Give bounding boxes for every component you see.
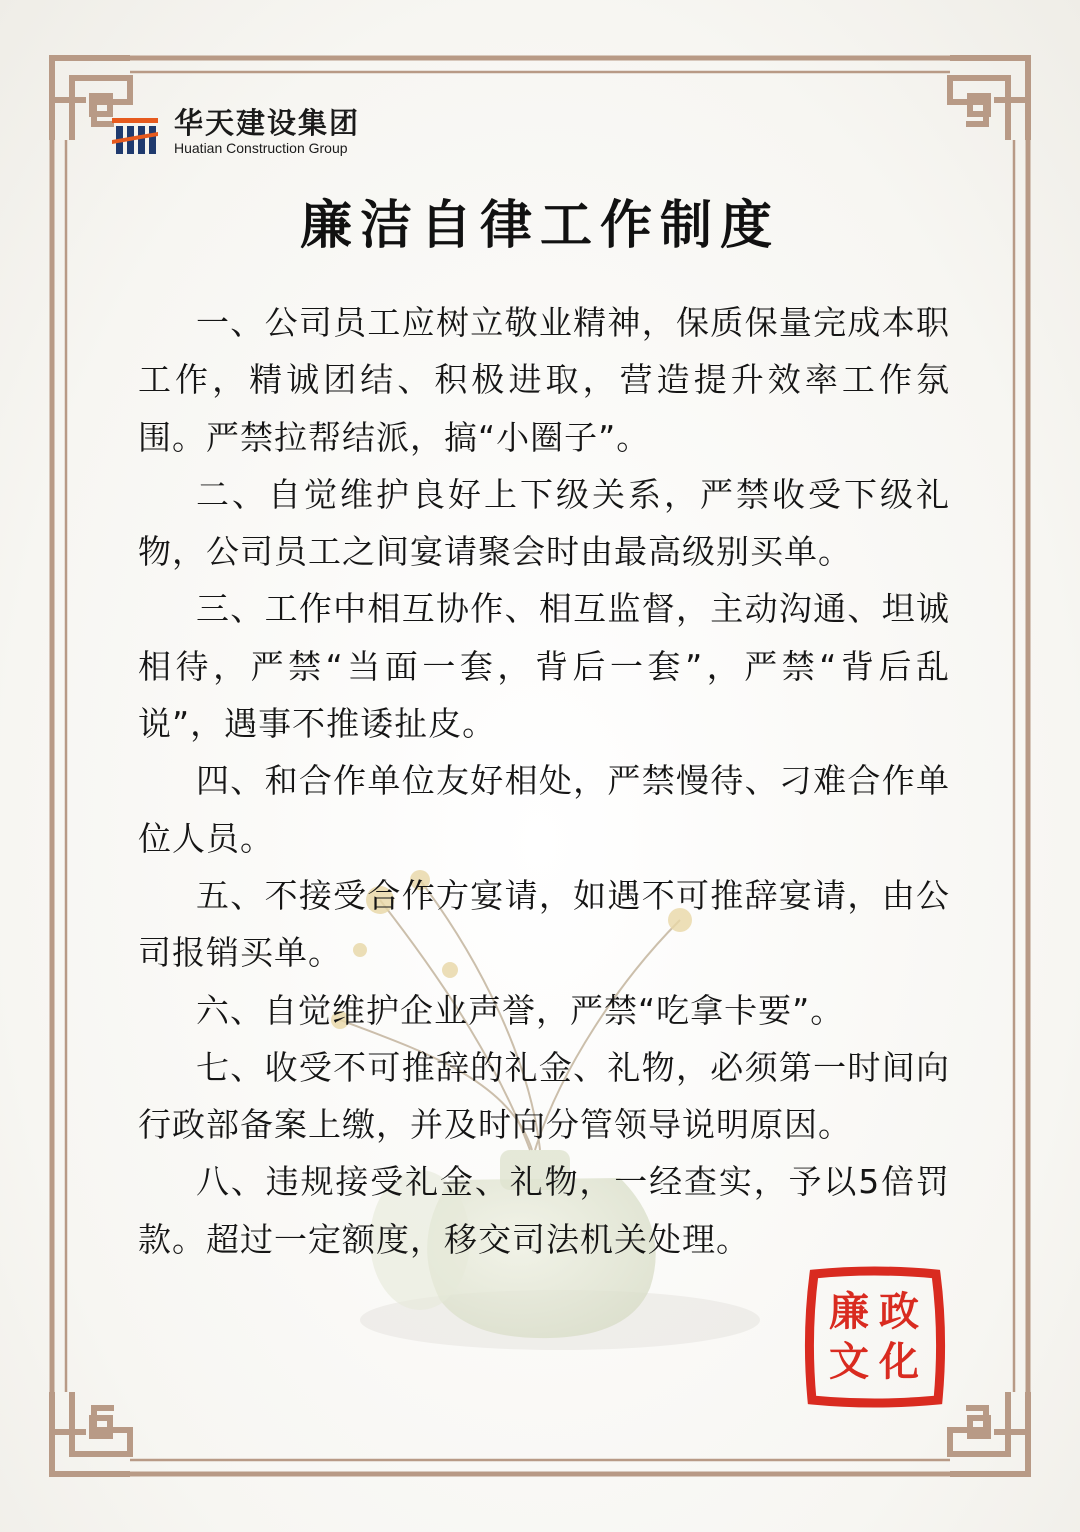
seal-char: 化 bbox=[879, 1339, 919, 1385]
brand-name-english: Huatian Construction Group bbox=[174, 140, 348, 156]
company-logo-mark-icon bbox=[112, 110, 158, 156]
rule-item: 七、收受不可推辞的礼金、礼物，必须第一时间向行政部备案上缴，并及时向分管领导说明原因。 bbox=[138, 1047, 950, 1145]
brand-name-chinese: 华天建设集团 bbox=[174, 106, 361, 140]
rule-item: 二、自觉维护良好上下级关系，严禁收受下级礼物，公司员工之间宴请聚会时由最高级别买单。 bbox=[138, 474, 950, 572]
seal-char: 政 bbox=[879, 1289, 919, 1335]
rule-item: 三、工作中相互协作、相互监督，主动沟通、坦诚相待，严禁“当面一套，背后一套”，严禁“背后乱说”，遇事不推诿扯皮。 bbox=[138, 589, 950, 744]
rule-item: 一、公司员工应树立敬业精神，保质保量完成本职工作，精诚团结、积极进取，营造提升效率工作氛围。严禁拉帮结派，搞“小圈子”。 bbox=[138, 303, 950, 457]
rule-item: 六、自觉维护企业声誉，严禁“吃拿卡要”。 bbox=[196, 990, 845, 1030]
rule-item: 四、和合作单位友好相处，严禁慢待、刁难合作单位人员。 bbox=[138, 761, 950, 858]
seal-char: 文 bbox=[829, 1339, 869, 1385]
seal-stamp bbox=[804, 1266, 946, 1408]
page-title: 廉洁自律工作制度 bbox=[299, 196, 780, 256]
rules-list bbox=[138, 294, 950, 1268]
rule-item: 八、违规接受礼金、礼物，一经查实，予以5倍罚款。超过一定额度，移交司法机关处理。 bbox=[138, 1162, 950, 1259]
rule-item: 五、不接受合作方宴请，如遇不可推辞宴请，由公司报销买单。 bbox=[138, 875, 950, 973]
seal-char: 廉 bbox=[829, 1289, 869, 1335]
company-logo bbox=[112, 106, 412, 162]
